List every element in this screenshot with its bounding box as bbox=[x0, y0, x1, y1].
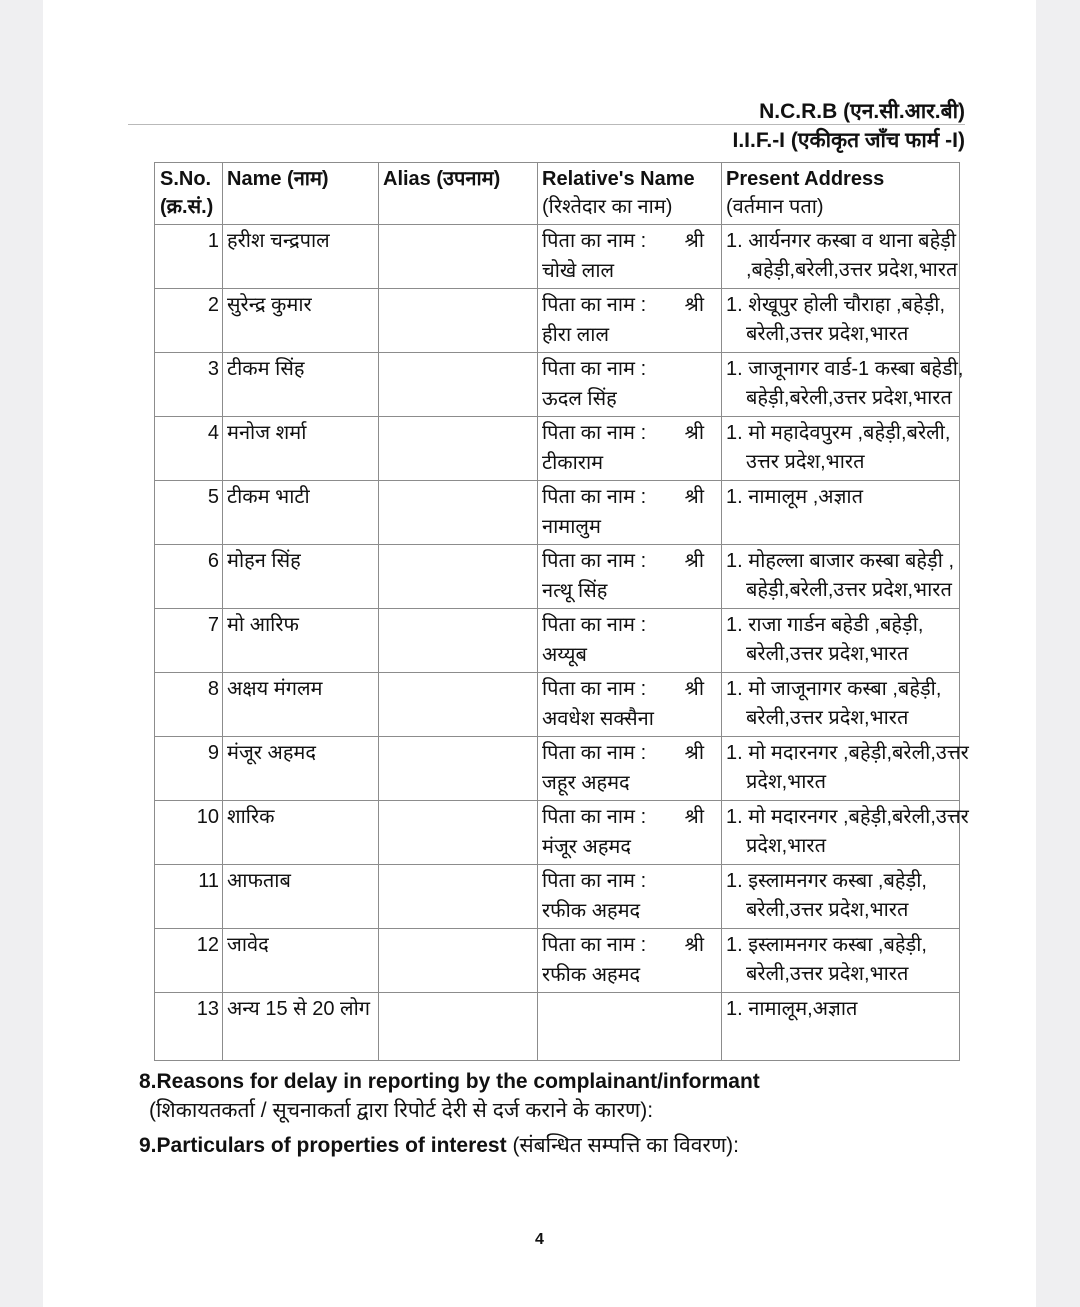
cell-sno: 3 bbox=[155, 353, 223, 417]
cell-relative bbox=[538, 289, 722, 353]
relative-name: नत्थू सिंह bbox=[542, 580, 608, 602]
col-header-alias bbox=[379, 163, 538, 225]
cell-sno: 6 bbox=[155, 545, 223, 609]
col-header-address-en: Present Address bbox=[726, 168, 885, 190]
cell-name: अक्षय मंगलम bbox=[223, 673, 379, 737]
cell-sno: 8 bbox=[155, 673, 223, 737]
cell-address bbox=[722, 865, 960, 929]
accused-table bbox=[154, 162, 969, 1061]
relative-name: नामालुम bbox=[542, 516, 601, 538]
address-line-1: 1. राजा गार्डन बहेडी ,बहेड़ी, bbox=[726, 614, 924, 636]
relative-prefix: श्री bbox=[684, 678, 704, 700]
relative-label: पिता का नाम : bbox=[542, 870, 647, 892]
relative-label: पिता का नाम : bbox=[542, 806, 647, 828]
col-header-relative-hi: (रिश्तेदार का नाम) bbox=[542, 196, 673, 218]
relative-prefix: श्री bbox=[684, 486, 704, 508]
relative-name: ऊदल सिंह bbox=[542, 388, 617, 410]
section-8-title-text: 8.Reasons for delay in reporting by the complainant/informant bbox=[139, 1070, 760, 1093]
cell-address bbox=[722, 289, 960, 353]
cell-name: जावेद bbox=[223, 929, 379, 993]
relative-head bbox=[542, 355, 718, 385]
document-page bbox=[43, 0, 1036, 1307]
table-header-row bbox=[155, 163, 960, 225]
address-line-1: 1. मोहल्ला बाजार कस्बा बहेड़ी , bbox=[726, 550, 954, 572]
cell-relative bbox=[538, 673, 722, 737]
cell-relative bbox=[538, 353, 722, 417]
relative-head bbox=[542, 675, 718, 705]
table-row bbox=[155, 481, 960, 545]
cell-name: सुरेन्द्र कुमार bbox=[223, 289, 379, 353]
cell-alias bbox=[379, 289, 538, 353]
cell-name: मनोज शर्मा bbox=[223, 417, 379, 481]
address-line-2: ,बहेड़ी,बरेली,उत्तर प्रदेश,भारत bbox=[746, 259, 958, 281]
cell-sno: 4 bbox=[155, 417, 223, 481]
address-line-1: 1. मो मदारनगर ,बहेड़ी,बरेली,उत्तर bbox=[726, 806, 969, 828]
cell-address bbox=[722, 801, 969, 865]
address-line-1: 1. नामालूम ,अज्ञात bbox=[726, 486, 863, 508]
cell-name: मोहन सिंह bbox=[223, 545, 379, 609]
relative-head bbox=[542, 419, 718, 449]
col-header-sno bbox=[155, 163, 223, 225]
relative-prefix: श्री bbox=[684, 806, 704, 828]
col-header-relative-en: Relative's Name bbox=[542, 168, 695, 190]
cell-alias bbox=[379, 225, 538, 289]
cell-name: आफताब bbox=[223, 865, 379, 929]
cell-name: मो आरिफ bbox=[223, 609, 379, 673]
address-line-2: बरेली,उत्तर प्रदेश,भारत bbox=[746, 707, 909, 729]
address-line-1: 1. शेखूपुर होली चौराहा ,बहेड़ी, bbox=[726, 294, 946, 316]
relative-head bbox=[542, 739, 718, 769]
table-row bbox=[155, 289, 960, 353]
cell-relative bbox=[538, 417, 722, 481]
relative-name: रफीक अहमद bbox=[542, 900, 641, 922]
address-line-2: बरेली,उत्तर प्रदेश,भारत bbox=[746, 963, 909, 985]
cell-alias bbox=[379, 801, 538, 865]
col-header-relative bbox=[538, 163, 722, 225]
relative-prefix: श्री bbox=[684, 934, 704, 956]
col-header-name-text: Name (नाम) bbox=[227, 168, 329, 190]
cell-address bbox=[722, 545, 960, 609]
relative-label: पिता का नाम : bbox=[542, 230, 647, 252]
table-row bbox=[155, 609, 960, 673]
address-line-1: 1. मो जाजूनागर कस्बा ,बहेड़ी, bbox=[726, 678, 942, 700]
section-9-hindi: (संबन्धित सम्पत्ति का विवरण): bbox=[512, 1134, 740, 1157]
relative-label: पिता का नाम : bbox=[542, 550, 647, 572]
table-row bbox=[155, 801, 960, 865]
header-ncrb: N.C.R.B (एन.सी.आर.बी) bbox=[759, 100, 965, 123]
table-row bbox=[155, 993, 960, 1061]
cell-sno: 1 bbox=[155, 225, 223, 289]
cell-name: मंजूर अहमद bbox=[223, 737, 379, 801]
table-row bbox=[155, 673, 960, 737]
relative-prefix: श्री bbox=[684, 230, 704, 252]
relative-name: टीकाराम bbox=[542, 452, 604, 474]
cell-name: टीकम भाटी bbox=[223, 481, 379, 545]
section-8-hindi: (शिकायतकर्ता / सूचनाकर्ता द्वारा रिपोर्ट देरी से दर्ज कराने के कारण): bbox=[149, 1099, 654, 1122]
col-header-address-hi: (वर्तमान पता) bbox=[726, 196, 824, 218]
section-9-title bbox=[139, 1132, 1036, 1159]
section-8-title bbox=[139, 1068, 1036, 1095]
cell-relative bbox=[538, 737, 722, 801]
cell-alias bbox=[379, 737, 538, 801]
table-row bbox=[155, 225, 960, 289]
col-header-sno-en: S.No. bbox=[160, 168, 212, 190]
cell-sno: 13 bbox=[155, 993, 223, 1061]
address-line-2: प्रदेश,भारत bbox=[746, 771, 826, 793]
address-line-1: 1. मो महादेवपुरम ,बहेड़ी,बरेली, bbox=[726, 422, 951, 444]
relative-name: हीरा लाल bbox=[542, 324, 610, 346]
relative-label: पिता का नाम : bbox=[542, 742, 647, 764]
table-row bbox=[155, 353, 960, 417]
cell-relative bbox=[538, 993, 722, 1061]
relative-head bbox=[542, 291, 718, 321]
address-line-1: 1. मो मदारनगर ,बहेड़ी,बरेली,उत्तर bbox=[726, 742, 969, 764]
table-row bbox=[155, 865, 960, 929]
table-row bbox=[155, 417, 960, 481]
relative-label: पिता का नाम : bbox=[542, 614, 647, 636]
cell-address bbox=[722, 225, 960, 289]
col-header-alias-text: Alias (उपनाम) bbox=[383, 168, 501, 190]
cell-alias bbox=[379, 481, 538, 545]
cell-alias bbox=[379, 609, 538, 673]
page-number: 4 bbox=[535, 1231, 544, 1248]
accused-table-wrap bbox=[154, 162, 969, 1061]
address-line-1: 1. आर्यनगर कस्बा व थाना बहेड़ी bbox=[726, 230, 957, 252]
cell-address bbox=[722, 417, 960, 481]
relative-head bbox=[542, 867, 718, 897]
cell-address bbox=[722, 353, 964, 417]
address-line-2: बरेली,उत्तर प्रदेश,भारत bbox=[746, 899, 909, 921]
cell-address bbox=[722, 737, 969, 801]
cell-sno: 11 bbox=[155, 865, 223, 929]
address-line-2: उत्तर प्रदेश,भारत bbox=[746, 451, 865, 473]
cell-relative bbox=[538, 545, 722, 609]
relative-head bbox=[542, 547, 718, 577]
cell-sno: 10 bbox=[155, 801, 223, 865]
relative-label: पिता का नाम : bbox=[542, 422, 647, 444]
cell-alias bbox=[379, 545, 538, 609]
section-9-title-text: 9.Particulars of properties of interest bbox=[139, 1134, 507, 1157]
cell-name: टीकम सिंह bbox=[223, 353, 379, 417]
relative-head bbox=[542, 611, 718, 641]
relative-prefix: श्री bbox=[684, 742, 704, 764]
cell-name: शारिक bbox=[223, 801, 379, 865]
relative-label: पिता का नाम : bbox=[542, 358, 647, 380]
relative-name: चोखे लाल bbox=[542, 260, 615, 282]
relative-head bbox=[542, 483, 718, 513]
relative-label: पिता का नाम : bbox=[542, 934, 647, 956]
cell-relative bbox=[538, 801, 722, 865]
cell-address bbox=[722, 673, 960, 737]
cell-relative bbox=[538, 225, 722, 289]
address-line-2: बरेली,उत्तर प्रदेश,भारत bbox=[746, 323, 909, 345]
relative-head bbox=[542, 931, 718, 961]
cell-alias bbox=[379, 417, 538, 481]
address-line-2: बहेड़ी,बरेली,उत्तर प्रदेश,भारत bbox=[746, 579, 952, 601]
cell-alias bbox=[379, 353, 538, 417]
cell-sno: 7 bbox=[155, 609, 223, 673]
relative-name: अय्यूब bbox=[542, 644, 587, 666]
col-header-name bbox=[223, 163, 379, 225]
header-form-title: I.I.F.-I (एकीकृत जाँच फार्म -I) bbox=[732, 129, 965, 152]
cell-sno: 9 bbox=[155, 737, 223, 801]
cell-address bbox=[722, 993, 960, 1061]
address-line-2: प्रदेश,भारत bbox=[746, 835, 826, 857]
cell-address bbox=[722, 609, 960, 673]
cell-alias bbox=[379, 993, 538, 1061]
sections bbox=[139, 1068, 1036, 1159]
relative-label: पिता का नाम : bbox=[542, 678, 647, 700]
col-header-address bbox=[722, 163, 960, 225]
address-line-1: 1. इस्लामनगर कस्बा ,बहेड़ी, bbox=[726, 934, 927, 956]
relative-label: पिता का नाम : bbox=[542, 486, 647, 508]
relative-prefix: श्री bbox=[684, 422, 704, 444]
relative-prefix: श्री bbox=[684, 294, 704, 316]
table-row bbox=[155, 545, 960, 609]
table-row bbox=[155, 737, 960, 801]
cell-alias bbox=[379, 929, 538, 993]
relative-name: रफीक अहमद bbox=[542, 964, 641, 986]
cell-relative bbox=[538, 609, 722, 673]
relative-head bbox=[542, 803, 718, 833]
cell-address bbox=[722, 929, 960, 993]
cell-sno: 12 bbox=[155, 929, 223, 993]
address-line-2: बहेड़ी,बरेली,उत्तर प्रदेश,भारत bbox=[746, 387, 952, 409]
cell-relative bbox=[538, 865, 722, 929]
cell-alias bbox=[379, 865, 538, 929]
cell-name: अन्य 15 से 20 लोग bbox=[223, 993, 379, 1061]
cell-address bbox=[722, 481, 960, 545]
relative-name: जहूर अहमद bbox=[542, 772, 630, 794]
address-line-1: 1. जाजूनागर वार्ड-1 कस्बा बहेडी, bbox=[726, 358, 964, 380]
address-line-1: 1. इस्लामनगर कस्बा ,बहेड़ी, bbox=[726, 870, 927, 892]
address-line-2: बरेली,उत्तर प्रदेश,भारत bbox=[746, 643, 909, 665]
cell-name: हरीश चन्द्रपाल bbox=[223, 225, 379, 289]
table-row bbox=[155, 929, 960, 993]
address-line-1: 1. नामालूम,अज्ञात bbox=[726, 998, 858, 1020]
header-block bbox=[128, 100, 965, 153]
relative-head bbox=[542, 227, 718, 257]
cell-sno: 2 bbox=[155, 289, 223, 353]
cell-alias bbox=[379, 673, 538, 737]
table-body bbox=[155, 225, 969, 1061]
relative-name: मंजूर अहमद bbox=[542, 836, 632, 858]
relative-head bbox=[542, 995, 718, 1025]
relative-prefix: श्री bbox=[684, 550, 704, 572]
relative-label: पिता का नाम : bbox=[542, 294, 647, 316]
cell-sno: 5 bbox=[155, 481, 223, 545]
col-header-sno-hi: (क्र.सं.) bbox=[160, 196, 214, 218]
cell-relative bbox=[538, 929, 722, 993]
relative-name: अवधेश सक्सैना bbox=[542, 708, 654, 730]
cell-relative bbox=[538, 481, 722, 545]
header-divider bbox=[128, 124, 965, 125]
